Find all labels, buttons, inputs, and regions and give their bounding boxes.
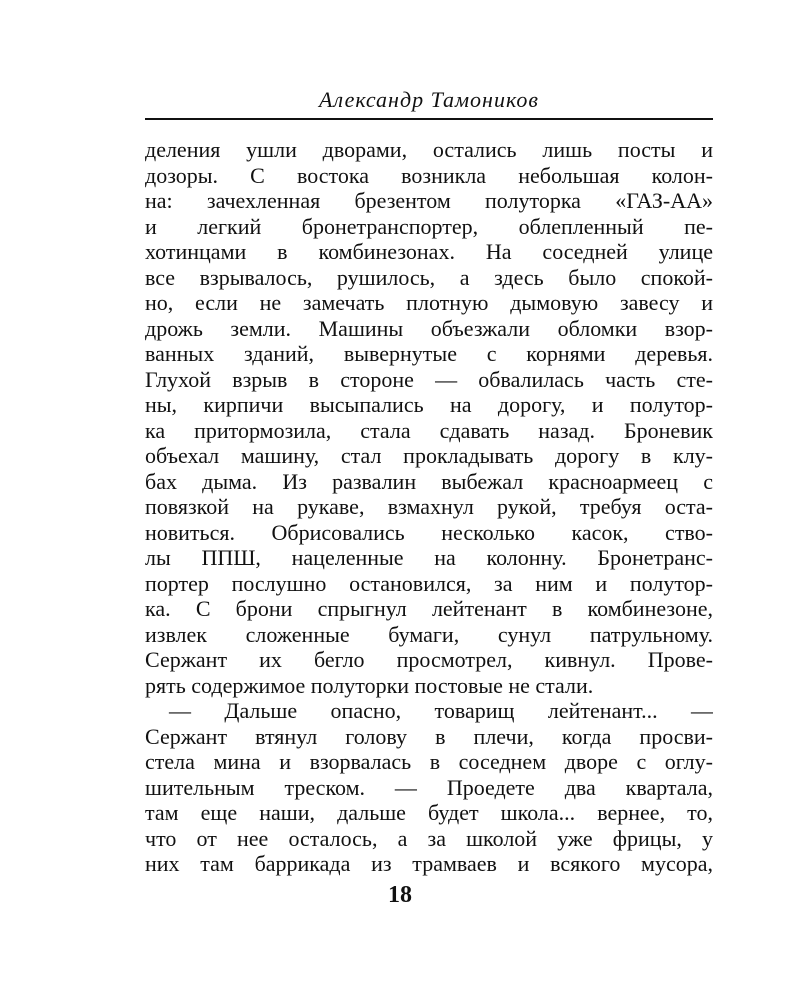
- text-line: ка. С брони спрыгнул лейтенант в комбинезоне,: [145, 596, 713, 621]
- text-line: ванных зданий, вывернутые с корнями деревья.: [145, 341, 713, 366]
- text-line: ка притормозила, стала сдавать назад. Броневик: [145, 417, 713, 443]
- text-line: что от нее осталось, а за школой уже фрицы, у: [145, 825, 713, 851]
- text-line: дозоры. С востока возникла небольшая колон-: [145, 162, 713, 188]
- text-line: объехал машину, стал прокладывать дорогу в клу-: [145, 443, 713, 468]
- text-line: портер послушно остановился, за ним и полутор-: [145, 570, 713, 596]
- text-line: новиться. Обрисовались несколько касок, ство-: [145, 519, 713, 545]
- text-line: и легкий бронетранспортер, облепленный пе-: [145, 213, 713, 239]
- running-header-author: Александр Тамоников: [319, 87, 539, 112]
- header-rule: [145, 118, 713, 120]
- text-line: на: зачехленная брезентом полуторка «ГАЗ-АА»: [145, 188, 713, 213]
- text-line: хотинцами в комбинезонах. На соседней улице: [145, 239, 713, 264]
- text-line: все взрывалось, рушилось, а здесь было спокой-: [145, 264, 713, 290]
- text-line: рять содержимое полуторки постовые не стали.: [145, 672, 594, 698]
- text-line: повязкой на рукаве, взмахнул рукой, требуя оста-: [145, 494, 713, 519]
- text-line: стела мина и взорвалась в соседнем дворе с оглу-: [145, 749, 713, 774]
- text-line: там еще наши, дальше будет школа... вернее, то,: [145, 800, 713, 825]
- text-line: но, если не замечать плотную дымовую завесу и: [145, 290, 713, 315]
- text-line: Сержант их бегло просмотрел, кивнул. Прове-: [145, 647, 713, 672]
- text-line: дрожь земли. Машины объезжали обломки взор-: [145, 315, 713, 341]
- text-line: лы ППШ, нацеленные на колонну. Бронетранс-: [145, 545, 713, 570]
- text-line: них там баррикада из трамваев и всякого мусора,: [145, 851, 713, 876]
- text-line-paragraph-start: — Дальше опасно, товарищ лейтенант... —: [169, 698, 713, 723]
- text-line: Сержант втянул голову в плечи, когда просви-: [145, 723, 713, 749]
- text-line: извлек сложенные бумаги, сунул патрульному.: [145, 621, 713, 647]
- text-line: деления ушли дворами, остались лишь посты и: [145, 137, 713, 162]
- body-text: [145, 137, 713, 877]
- text-line: шительным треском. — Проедете два квартала,: [145, 774, 713, 800]
- page-number: 18: [388, 882, 412, 908]
- text-line: бах дыма. Из развалин выбежал красноармеец с: [145, 468, 713, 494]
- text-line: ны, кирпичи высыпались на дорогу, и полутор-: [145, 392, 713, 417]
- text-line: Глухой взрыв в стороне — обвалилась часть сте-: [145, 366, 713, 392]
